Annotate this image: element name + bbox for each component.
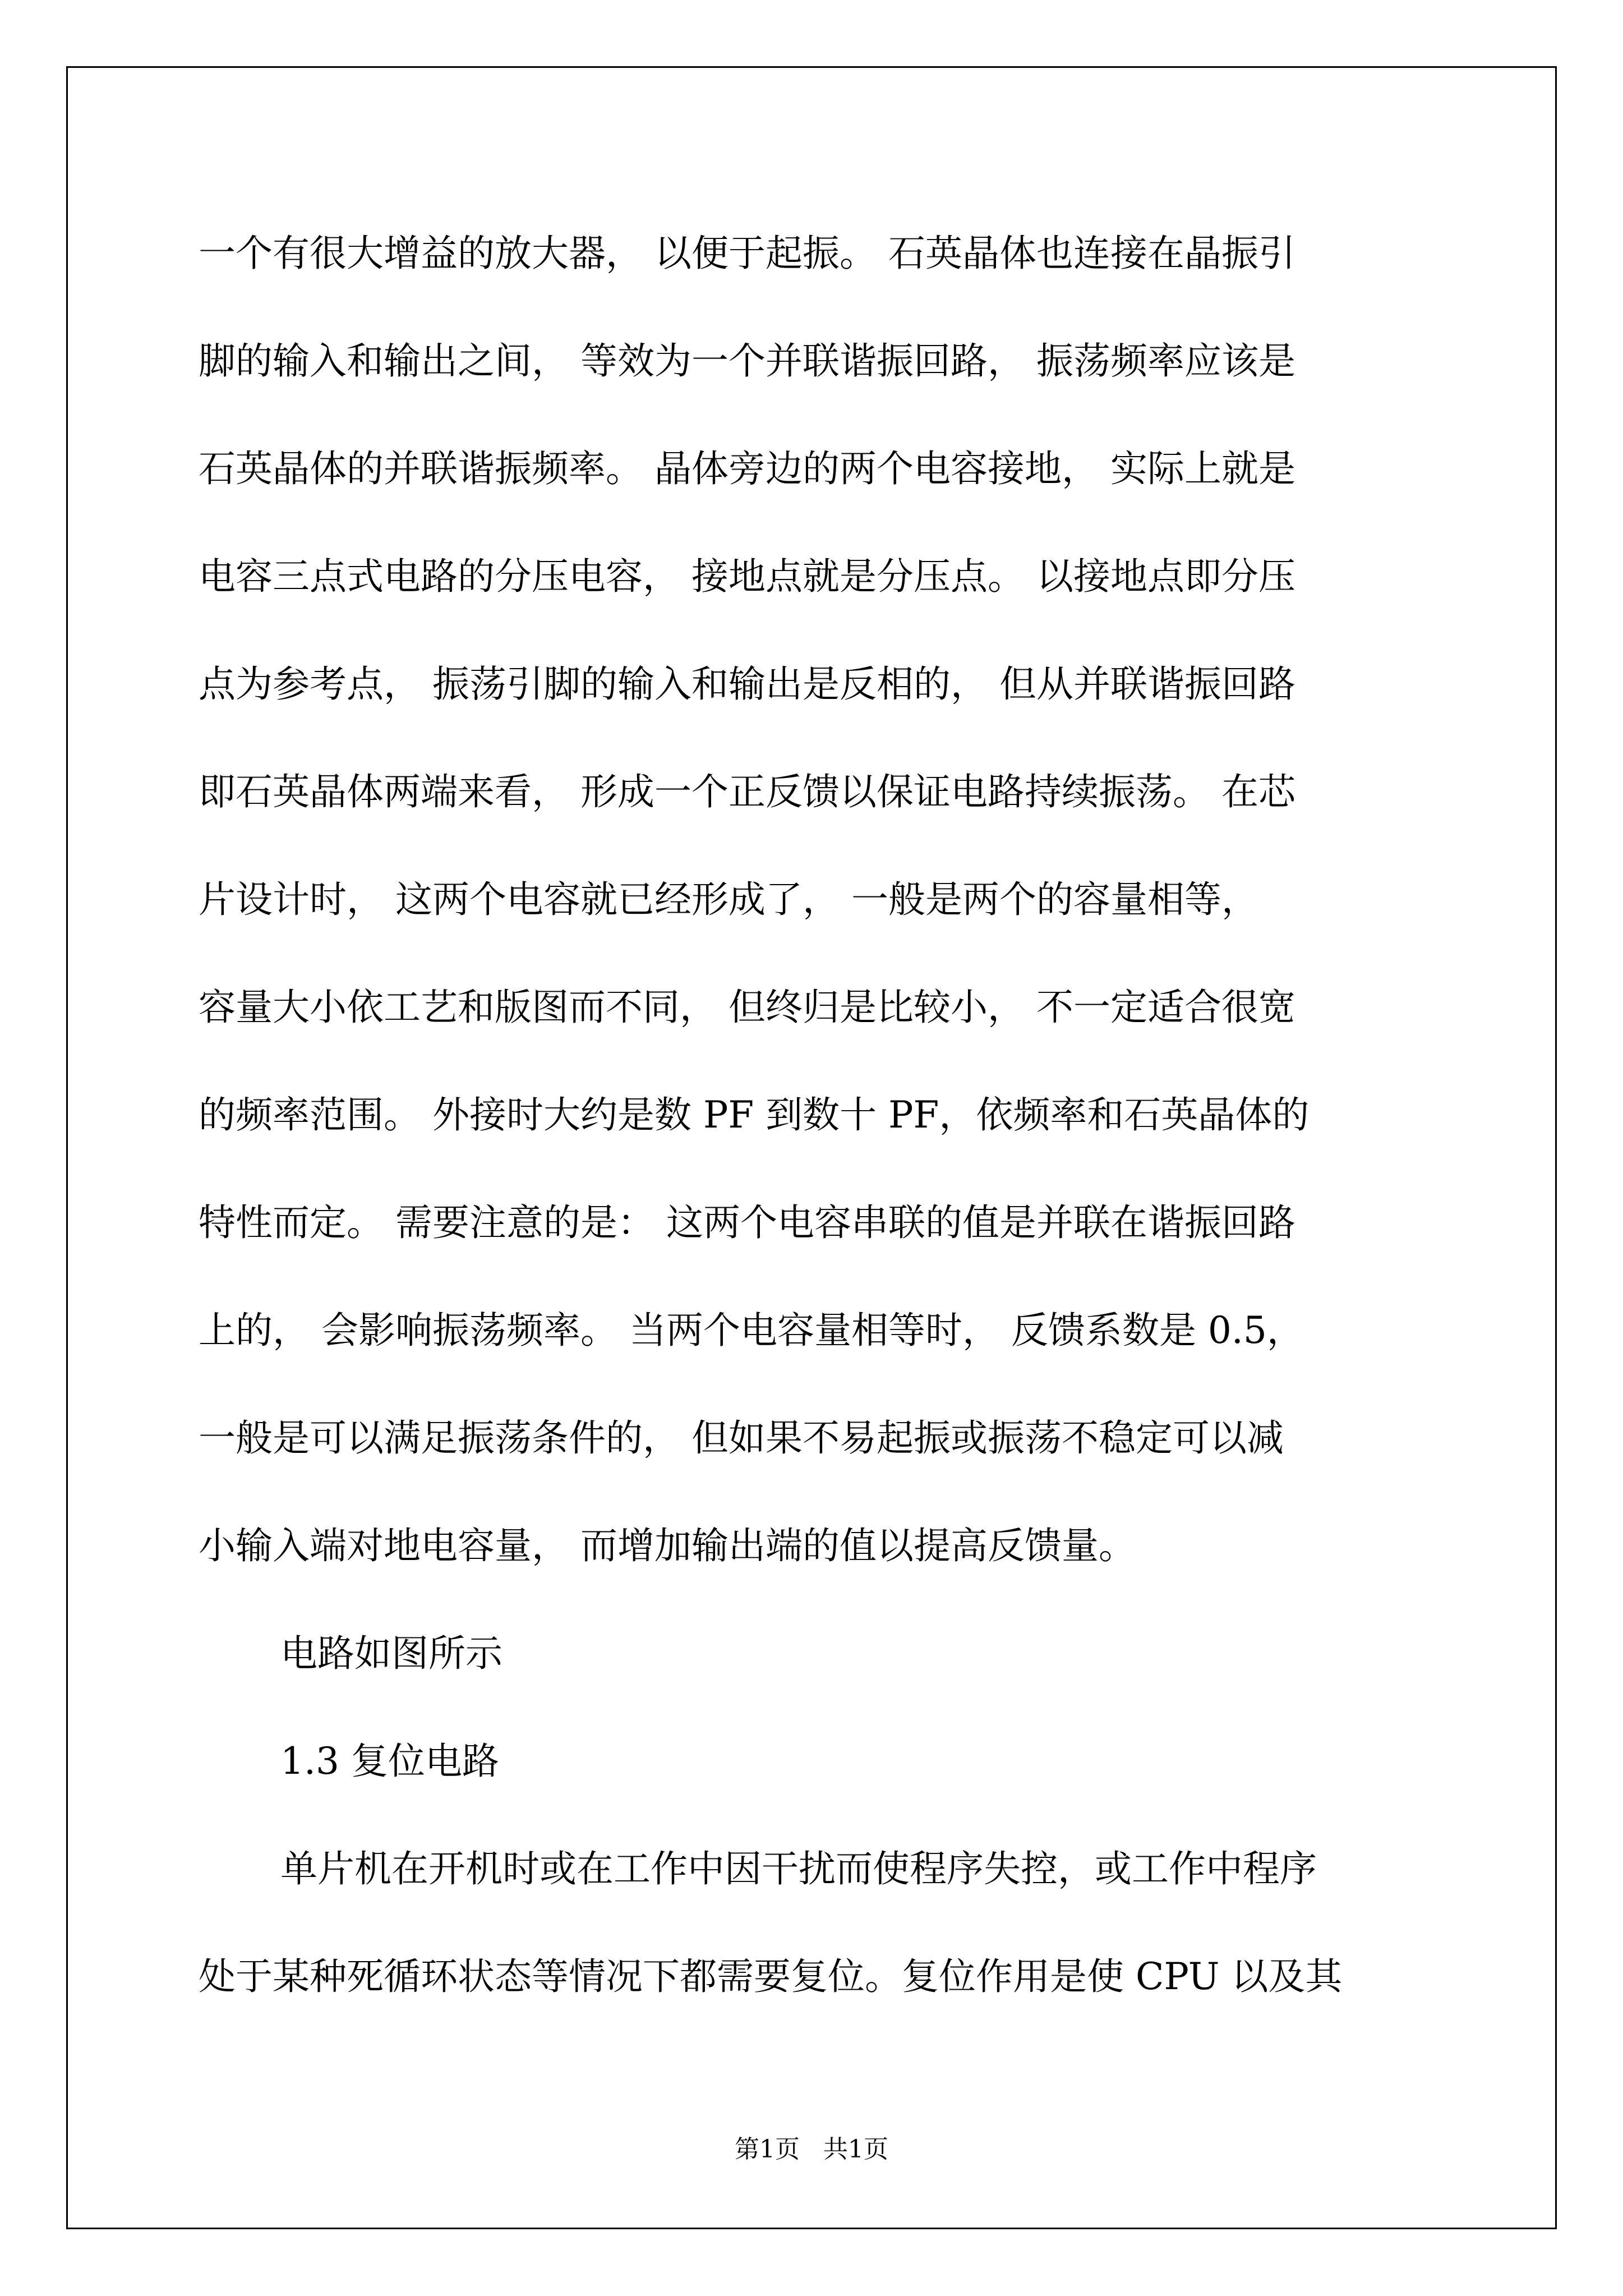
page-border	[66, 66, 1557, 2229]
text-line-5: 点为参考点， 振荡引脚的输入和输出是反相的， 但从并联谐振回路	[199, 662, 1295, 706]
text-line-6: 即石英晶体两端来看， 形成一个正反馈以保证电路持续振荡。 在芯	[199, 770, 1295, 813]
text-line-14: 电路如图所示	[280, 1632, 502, 1675]
text-line-10: 特性而定。 需要注意的是： 这两个电容串联的值是并联在谐振回路	[199, 1201, 1295, 1244]
text-line-9: 的频率范围。 外接时大约是数 PF 到数十 PF，依频率和石英晶体的	[199, 1093, 1310, 1137]
text-line-16: 单片机在开机时或在工作中因干扰而使程序失控，或工作中程序	[280, 1847, 1317, 1890]
text-line-2: 脚的输入和输出之间， 等效为一个并联谐振回路， 振荡频率应该是	[199, 339, 1295, 383]
text-line-12: 一般是可以满足振荡条件的， 但如果不易起振或振荡不稳定可以减	[199, 1416, 1284, 1460]
text-line-4: 电容三点式电路的分压电容， 接地点就是分压点。 以接地点即分压	[199, 555, 1295, 598]
text-line-7: 片设计时， 这两个电容就已经形成了， 一般是两个的容量相等，	[199, 878, 1258, 921]
page-number-footer: 第1页 共1页	[735, 2135, 888, 2164]
text-line-17: 处于某种死循环状态等情况下都需要复位。复位作用是使 CPU 以及其	[199, 1955, 1343, 1998]
text-line-1: 一个有很大增益的放大器， 以便于起振。 石英晶体也连接在晶振引	[199, 232, 1295, 275]
text-line-8: 容量大小依工艺和版图而不同， 但终归是比较小， 不一定适合很宽	[199, 986, 1295, 1029]
text-line-11: 上的， 会影响振荡频率。 当两个电容量相等时， 反馈系数是 0.5，	[199, 1309, 1304, 1352]
text-line-13: 小输入端对地电容量， 而增加输出端的值以提高反馈量。	[199, 1524, 1136, 1567]
section-heading: 1.3 复位电路	[280, 1740, 499, 1783]
text-line-3: 石英晶体的并联谐振频率。 晶体旁边的两个电容接地， 实际上就是	[199, 447, 1295, 490]
